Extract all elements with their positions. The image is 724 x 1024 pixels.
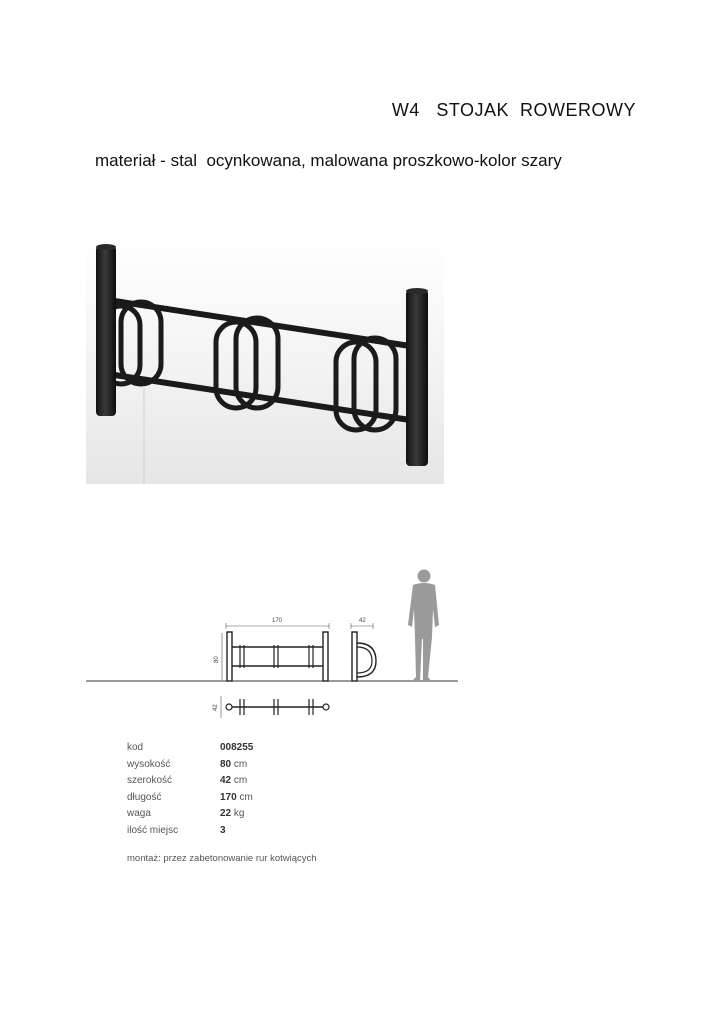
human-scale-figure bbox=[408, 570, 439, 682]
spec-row-code bbox=[127, 740, 253, 757]
spec-value: 3 bbox=[220, 824, 226, 836]
spec-value: 42 bbox=[220, 775, 232, 786]
spec-unit: cm bbox=[233, 758, 248, 770]
spec-label: szerokość bbox=[127, 775, 173, 786]
spec-label: kod bbox=[127, 742, 144, 753]
spec-table bbox=[127, 740, 253, 839]
spec-row-places bbox=[127, 823, 253, 840]
spec-value: 80 bbox=[220, 758, 232, 770]
mounting-note: montaż: przez zabetonowanie rur kotwiących bbox=[127, 853, 317, 864]
spec-row-height bbox=[127, 757, 253, 774]
spec-value: 22 bbox=[220, 808, 232, 819]
dim-length-label: 170 bbox=[272, 618, 283, 624]
dim-height-label: 80 bbox=[214, 656, 220, 663]
bike-rack-photo bbox=[86, 238, 444, 484]
dim-width-side-label: 42 bbox=[359, 618, 366, 624]
dim-width-top-label: 42 bbox=[213, 704, 219, 711]
spec-unit: kg bbox=[233, 808, 245, 819]
spec-value: 008255 bbox=[220, 742, 254, 753]
spec-unit: cm bbox=[233, 775, 248, 786]
spec-row-length bbox=[127, 790, 253, 807]
spec-row-weight bbox=[127, 806, 253, 823]
spec-label: wysokość bbox=[127, 758, 171, 770]
spec-label: waga bbox=[127, 808, 151, 819]
spec-label: ilość miejsc bbox=[127, 824, 179, 836]
spec-value: 170 bbox=[220, 791, 237, 803]
spec-unit: cm bbox=[239, 791, 253, 803]
spec-label: długość bbox=[127, 791, 162, 803]
document-title: W4 STOJAK ROWEROWY bbox=[391, 100, 636, 120]
material-description: materiał - stal ocynkowana, malowana proszkowo-kolor szary bbox=[95, 151, 562, 170]
spec-row-width bbox=[127, 773, 253, 790]
technical-drawing bbox=[86, 565, 466, 730]
